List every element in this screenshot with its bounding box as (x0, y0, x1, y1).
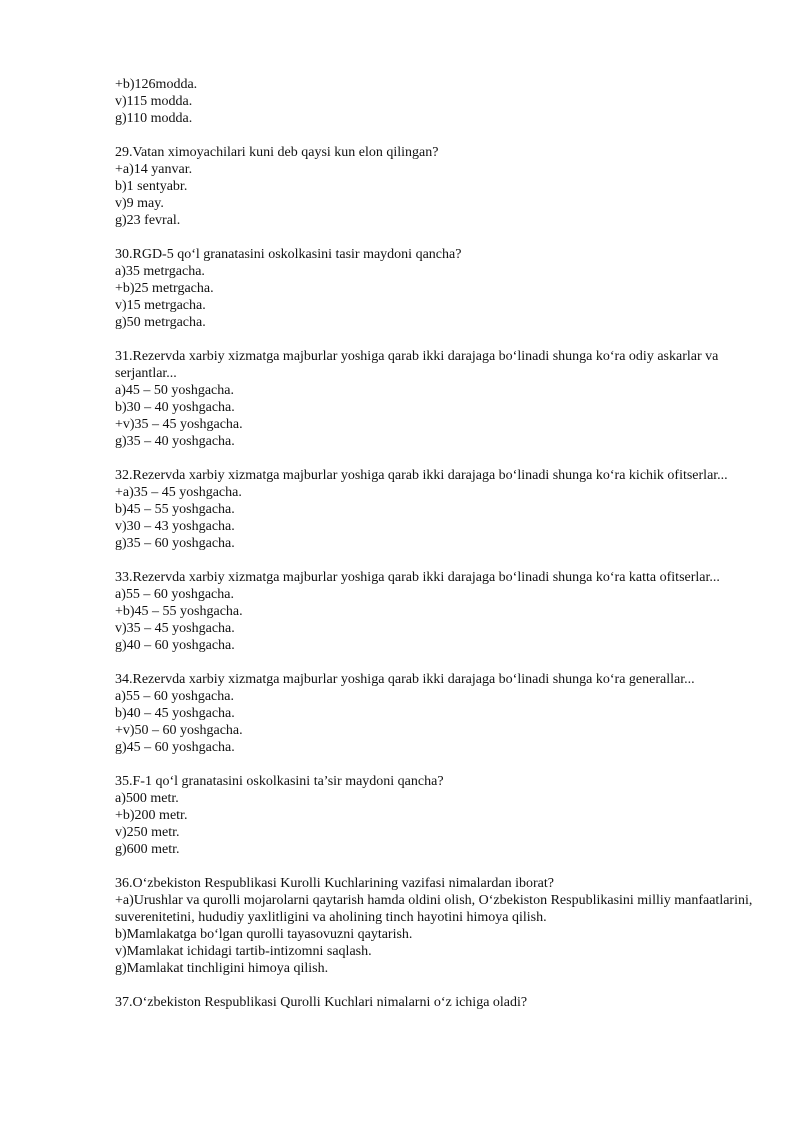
answer-option: +b)25 metrgacha. (115, 281, 214, 296)
question-text: 32.Rezervda xarbiy xizmatga majburlar yoshiga qarab ikki darajaga bo‘linadi shunga ko‘ra kichik ofitserlar... (115, 468, 728, 483)
question-text: 33.Rezervda xarbiy xizmatga majburlar yoshiga qarab ikki darajaga bo‘linadi shunga ko‘ra katta ofitserlar... (115, 570, 720, 585)
answer-option: g)35 – 40 yoshgacha. (115, 434, 235, 449)
answer-option: v)Mamlakat ichidagi tartib-intizomni saqlash. (115, 944, 372, 959)
answer-option: g)45 – 60 yoshgacha. (115, 740, 235, 755)
question-35 (115, 773, 755, 858)
answer-option: b)1 sentyabr. (115, 179, 188, 194)
question-text: 34.Rezervda xarbiy xizmatga majburlar yoshiga qarab ikki darajaga bo‘linadi shunga ko‘ra generallar... (115, 672, 695, 687)
answer-option: +b)126modda. (115, 77, 198, 92)
answer-option: v)15 metrgacha. (115, 298, 206, 313)
question-30 (115, 246, 755, 331)
question-37 (115, 994, 755, 1011)
question-text: 36.O‘zbekiston Respublikasi Kurolli Kuchlarining vazifasi nimalardan iborat? (115, 876, 554, 891)
intro-options (115, 76, 755, 127)
answer-option: a)35 metrgacha. (115, 264, 205, 279)
answer-option: g)600 metr. (115, 842, 180, 857)
question-36 (115, 875, 755, 977)
question-text: 31.Rezervda xarbiy xizmatga majburlar yoshiga qarab ikki darajaga bo‘linadi shunga ko‘ra odiy askarlar va serjantlar... (115, 349, 719, 381)
answer-option: +a)35 – 45 yoshgacha. (115, 485, 242, 500)
question-29 (115, 144, 755, 229)
answer-option: b)40 – 45 yoshgacha. (115, 706, 235, 721)
answer-option: v)250 metr. (115, 825, 180, 840)
document-body (115, 76, 755, 1028)
answer-option: g)110 modda. (115, 111, 193, 126)
question-text: 29.Vatan ximoyachilari kuni deb qaysi kun elon qilingan? (115, 145, 439, 160)
answer-option: v)30 – 43 yoshgacha. (115, 519, 235, 534)
answer-option: b)Mamlakatga bo‘lgan qurolli tayasovuzni qaytarish. (115, 927, 413, 942)
answer-option: a)500 metr. (115, 791, 179, 806)
answer-option: a)55 – 60 yoshgacha. (115, 689, 234, 704)
answer-option: +b)45 – 55 yoshgacha. (115, 604, 243, 619)
answer-option: g)23 fevral. (115, 213, 181, 228)
answer-option: +b)200 metr. (115, 808, 188, 823)
question-text: 37.O‘zbekiston Respublikasi Qurolli Kuchlari nimalarni o‘z ichiga oladi? (115, 995, 528, 1010)
answer-option: g)Mamlakat tinchligini himoya qilish. (115, 961, 329, 976)
answer-option: b)45 – 55 yoshgacha. (115, 502, 235, 517)
answer-option: +a)14 yanvar. (115, 162, 193, 177)
answer-option: a)55 – 60 yoshgacha. (115, 587, 234, 602)
question-34 (115, 671, 755, 756)
question-32 (115, 467, 755, 552)
answer-option: g)40 – 60 yoshgacha. (115, 638, 235, 653)
answer-option: v)9 may. (115, 196, 164, 211)
answer-option: +v)50 – 60 yoshgacha. (115, 723, 243, 738)
question-text: 35.F-1 qo‘l granatasini oskolkasini ta’sir maydoni qancha? (115, 774, 444, 789)
answer-option: v)115 modda. (115, 94, 193, 109)
answer-option: v)35 – 45 yoshgacha. (115, 621, 235, 636)
answer-option: a)45 – 50 yoshgacha. (115, 383, 234, 398)
answer-option: +v)35 – 45 yoshgacha. (115, 417, 243, 432)
answer-option: g)50 metrgacha. (115, 315, 206, 330)
answer-option: +a)Urushlar va qurolli mojarolarni qaytarish hamda oldini olish, O‘zbekiston Respublikasini milliy manfaatlarini, suverenitetini, hududiy yaxlitligini va aholining tinch hayotini himoya qilish. (115, 893, 756, 925)
answer-option: b)30 – 40 yoshgacha. (115, 400, 235, 415)
question-text: 30.RGD-5 qo‘l granatasini oskolkasini tasir maydoni qancha? (115, 247, 462, 262)
question-31 (115, 348, 755, 450)
question-33 (115, 569, 755, 654)
answer-option: g)35 – 60 yoshgacha. (115, 536, 235, 551)
